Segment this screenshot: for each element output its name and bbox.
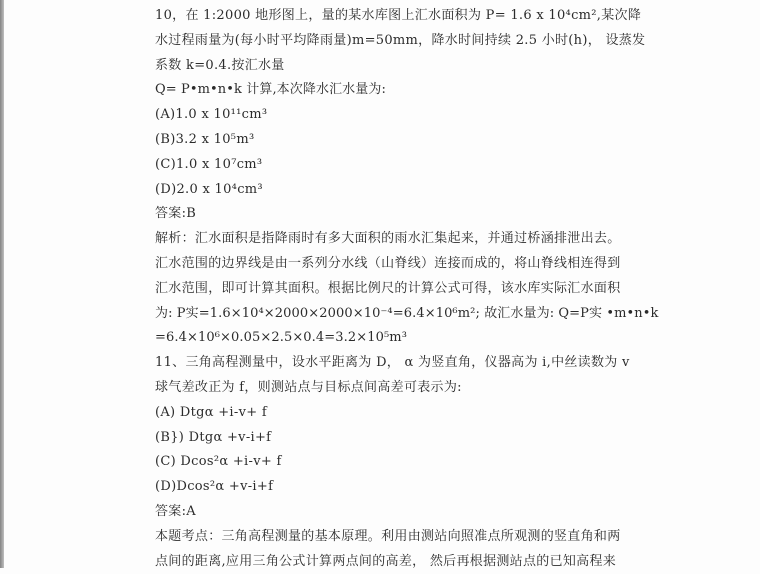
q10-option-a: (A)1.0 x 10¹¹cm³	[155, 107, 268, 123]
q10-analysis-line-3: 汇水范围，即可计算其面积。根据比例尺的计算公式可得，该水库实际汇水面积	[155, 280, 621, 296]
page-left-edge	[0, 0, 4, 568]
q11-option-b: (B}) Dtgα +v-i+f	[155, 429, 272, 445]
exam-content	[155, 4, 659, 574]
q10-analysis-line-1: 解析：汇水面积是指降雨时有多大面积的雨水汇集起来，并通过桥涵排泄出去。	[155, 231, 621, 247]
q11-option-c: (C) Dcos²α +i-v+ f	[155, 454, 282, 470]
q11-stem-line-1: 11、三角高程测量中，设水平距离为 D， α 为竖直角，仪器高为 i,中丝读数为 v	[155, 355, 630, 371]
question-11	[155, 351, 630, 574]
q10-formula-line: Q= P•m•n•k 计算,本次降水汇水量为:	[155, 82, 386, 98]
question-10	[155, 4, 659, 351]
q10-analysis-formula-2: =6.4×10⁶×0.05×2.5×0.4=3.2×10⁵m³	[155, 330, 408, 346]
q10-stem-line-1: 10，在 1:2000 地形图上，量的某水库图上汇水面积为 P= 1.6 x 10⁴cm²,某次降	[155, 8, 642, 23]
q10-analysis-line-2: 汇水范围的边界线是由一系列分水线（山脊线）连接而成的，将山脊线相连得到	[155, 255, 621, 271]
q10-option-c: (C)1.0 x 10⁷cm³	[155, 156, 263, 172]
q10-stem-line-2: 水过程雨量为(每小时平均降雨量)m=50mm，降水时间持续 2.5 小时(h)， 设蒸发	[155, 32, 646, 48]
q10-analysis-formula-1: 为: P实=1.6×10⁴×2000×2000×10⁻⁴=6.4×10⁶m²; 故汇水量为: Q=P实 •m•n•k	[155, 305, 659, 321]
q10-stem-line-3: 系数 k=0.4.按汇水量	[155, 57, 285, 73]
q11-option-a: (A) Dtgα +i-v+ f	[155, 404, 267, 420]
q11-answer: 答案:A	[155, 503, 196, 519]
q10-option-b: (B)3.2 x 10⁵m³	[155, 131, 255, 147]
q11-analysis-line-2: 点间的距离,应用三角公式计算两点间的高差， 然后再根据测站点的已知高程来	[155, 553, 617, 569]
q11-option-d: (D)Dcos²α +v-i+f	[155, 479, 274, 495]
q10-answer: 答案:B	[155, 206, 197, 222]
q10-option-d: (D)2.0 x 10⁴cm³	[155, 181, 263, 197]
q11-stem-line-2: 球气差改正为 f，则测站点与目标点间高差可表示为:	[155, 379, 462, 395]
q11-analysis-line-1: 本题考点：三角高程测量的基本原理。利用由测站向照准点所观测的竖直角和两	[155, 528, 621, 544]
